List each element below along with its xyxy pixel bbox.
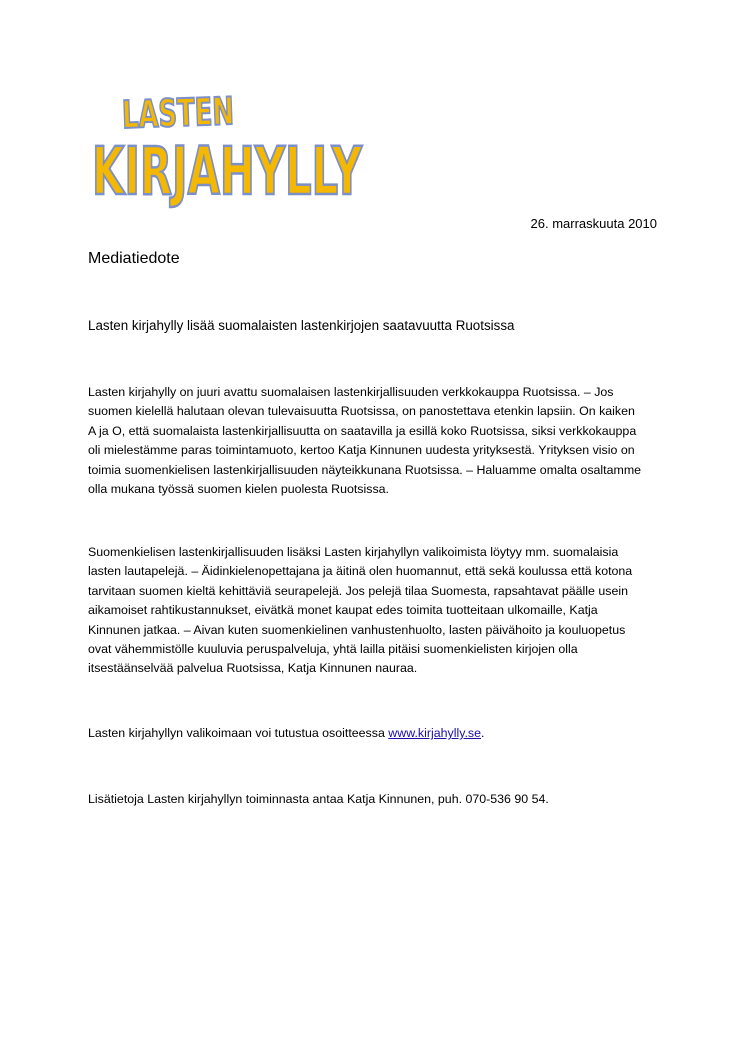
paragraph-line: lasten lautapelejä. – Äidinkielenopettajana ja äitinä olen huomannut, että sekä koulussa että kotona bbox=[88, 564, 633, 579]
paragraph-line: ovat vähemmistölle kuuluvia peruspalveluja, yhtä lailla pitäisi suomenkielisten kirjojen olla bbox=[88, 642, 578, 657]
logo-line-1: LASTEN bbox=[121, 87, 288, 137]
paragraph-line: oli mielestämme paras toimintamuoto, kertoo Katja Kinnunen uudesta yrityksestä. Yrityksen visio on bbox=[88, 443, 635, 458]
document-heading: Mediatiedote bbox=[88, 250, 180, 267]
website-link[interactable]: www.kirjahylly.se bbox=[388, 726, 482, 740]
paragraph-line: suomen kielellä halutaan olevan tulevaisuutta Ruotsissa, on panostettava etenkin lapsiin. On kaiken bbox=[88, 404, 635, 419]
paragraph-line: Suomenkielisen lastenkirjallisuuden lisäksi Lasten kirjahyllyn valikoimista löytyy mm. suomalaisia bbox=[88, 545, 619, 559]
document-date: 26. marraskuuta 2010 bbox=[530, 216, 657, 231]
paragraph-line: Lasten kirjahylly on juuri avattu suomalaisen lastenkirjallisuuden verkkokauppa Ruotsissa. – Jos bbox=[88, 385, 614, 399]
paragraph-line: A ja O, että suomalaista lastenkirjallisuutta on saatavilla ja esillä koko Ruotsissa, siksi verkkokauppa bbox=[88, 423, 637, 438]
paragraph-2 bbox=[88, 543, 668, 679]
press-release-title: Lasten kirjahylly lisää suomalaisten lastenkirjojen saatavuutta Ruotsissa bbox=[88, 318, 515, 333]
paragraph-line: aikamoiset rahtikustannukset, eivätkä monet kaupat edes toimita tuotteitaan ulkomaille, Katja bbox=[88, 603, 598, 618]
paragraph-3 bbox=[88, 724, 668, 743]
lasten-kirjahylly-logo bbox=[88, 84, 368, 210]
paragraph-text: Lasten kirjahyllyn valikoimaan voi tutustua osoitteessa bbox=[88, 726, 389, 740]
paragraph-line: Kinnunen jatkaa. – Aivan kuten suomenkielinen vanhustenhuolto, lasten päivähoito ja kouluopetus bbox=[88, 622, 626, 637]
paragraph-line: tarvitaan suomen kieltä kehittäviä seurapelejä. Jos pelejä tilaa Suomesta, rapsahtavat päälle usein bbox=[88, 583, 629, 598]
paragraph-period: . bbox=[481, 726, 485, 740]
logo-line-2: KIRJAHYLLY bbox=[92, 133, 363, 210]
paragraph-line: olla mukana työssä suomen kielen puolesta Ruotsissa. bbox=[88, 482, 389, 497]
paragraph-line: toimia suomenkielisen lastenkirjallisuuden näyteikkunana Ruotsissa. – Haluamme omalta osaltamme bbox=[88, 462, 642, 477]
paragraph-line: itsestäänselvää palvelua Ruotsissa, Katja Kinnunen nauraa. bbox=[88, 661, 418, 676]
paragraph-4: Lisätietoja Lasten kirjahyllyn toiminnasta antaa Katja Kinnunen, puh. 070-536 90 54. bbox=[88, 792, 549, 806]
paragraph-1 bbox=[88, 383, 668, 499]
